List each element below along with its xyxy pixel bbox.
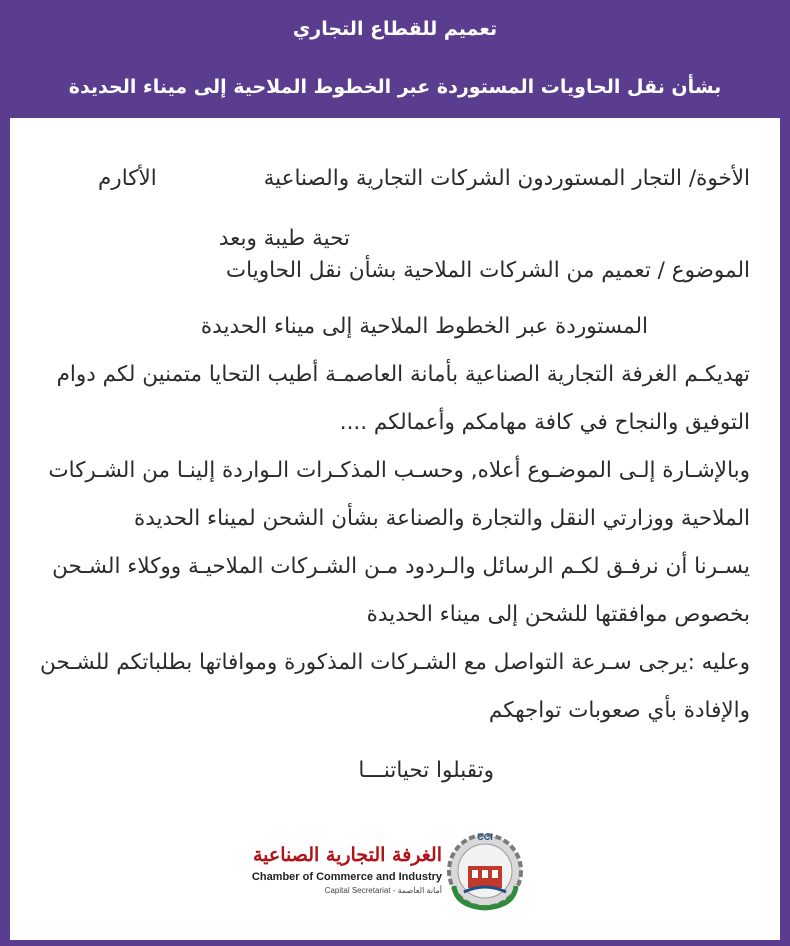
logo-caption-en: Capital Secretariat - [324, 886, 396, 895]
body-line-2: التوفيق والنجاح في كافة مهامكم وأعمالكم .... [339, 410, 750, 435]
body-line-6: بخصوص موافقتها للشحن إلى ميناء الحديدة [366, 602, 750, 627]
body-line-4: الملاحية ووزارتي النقل والتجارة والصناعة بشأن الشحن لميناء الحديدة [133, 506, 750, 531]
greeting: تحية طيبة وبعد [218, 226, 350, 251]
addressee-row [38, 166, 750, 196]
logo-caption [325, 886, 442, 895]
logo-english-name: Chamber of Commerce and Industry [251, 871, 442, 883]
body-line-1: تهديكـم الغرفة التجارية الصناعية بأمانة العاصمـة أطيب التحايا متمنين لكم دوام [56, 362, 750, 387]
logo-arabic-name: الغرفة التجارية الصناعية [252, 844, 442, 866]
body-line-5: يسـرنا أن نرفـق لكـم الرسائل والـردود مـن الشـركات الملاحيـة ووكلاء الشـحن [52, 554, 750, 579]
subject-line-1: الموضوع / تعميم من الشركات الملاحية بشأن نقل الحاويات [225, 258, 750, 283]
chamber-emblem-icon [446, 826, 524, 912]
closing: وتقبلوا تحياتنـــا [358, 758, 494, 783]
logo-caption-ar: أمانة العاصمة [397, 886, 442, 895]
subject-line-2: المستوردة عبر الخطوط الملاحية إلى ميناء الحديدة [200, 314, 648, 339]
addressee: الأخوة/ التجار المستوردون الشركات التجارية والصناعية [263, 166, 750, 191]
page-subtitle: بشأن نقل الحاويات المستوردة عبر الخطوط الملاحية إلى ميناء الحديدة [68, 76, 722, 98]
body-line-3: وبالإشـارة إلـى الموضـوع أعلاه, وحسـب المذكـرات الـواردة إلينـا من الشـركات [48, 458, 750, 483]
chamber-logo [246, 826, 524, 918]
page-title: تعميم للقطاع التجاري [292, 18, 498, 40]
body-line-7: وعليه :يرجى سـرعة التواصل مع الشـركات المذكورة وموافاتها بطلباتكم للشـحن [40, 650, 750, 675]
header-banner [0, 0, 790, 118]
honorific: الأكارم [98, 166, 157, 191]
emblem-text: CCI [477, 832, 493, 842]
letter-card [10, 118, 780, 940]
body-line-8: والإفادة بأي صعوبات تواجهكم [488, 698, 750, 723]
